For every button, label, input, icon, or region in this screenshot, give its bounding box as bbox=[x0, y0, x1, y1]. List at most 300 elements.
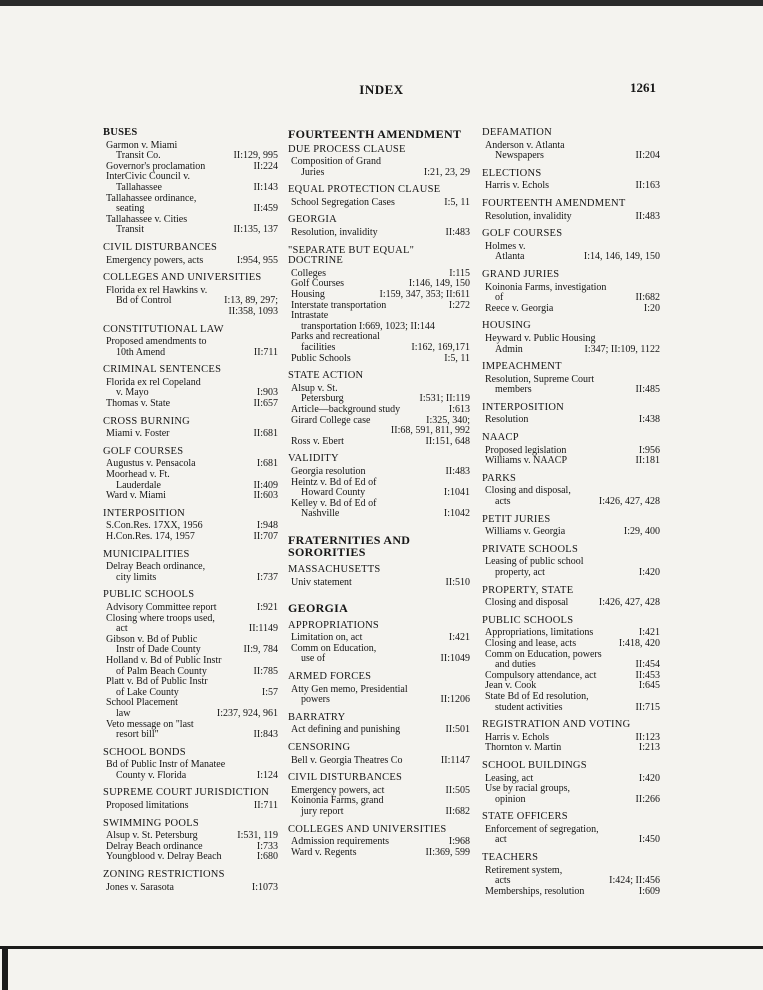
index-column-2 bbox=[288, 128, 470, 865]
index-entry bbox=[482, 527, 660, 538]
index-entry bbox=[482, 456, 660, 467]
subject-heading: APPROPRIATIONS bbox=[288, 619, 380, 631]
subject-heading: HOUSING bbox=[482, 320, 531, 332]
page-reference: II:454 bbox=[635, 659, 660, 671]
page-reference: I:438 bbox=[638, 414, 660, 426]
entry-text: Delray Beach ordinance, bbox=[106, 561, 206, 573]
index-section bbox=[482, 403, 660, 426]
subject-heading: DUE PROCESS CLAUSE bbox=[288, 143, 406, 155]
page-reference: II:483 bbox=[445, 227, 470, 239]
page-reference: II:711 bbox=[253, 800, 278, 812]
index-entry bbox=[482, 385, 660, 396]
subject-heading: BUSES bbox=[103, 127, 138, 138]
index-entry bbox=[482, 252, 660, 263]
entry-text: Koinonia Farms, investigation bbox=[485, 281, 607, 293]
page-reference: II:453 bbox=[635, 669, 660, 681]
entry-text: Resolution, Supreme Court bbox=[485, 373, 595, 385]
entry-text: law bbox=[116, 707, 131, 719]
page-reference: I:325, 340; bbox=[426, 414, 470, 426]
index-entry bbox=[482, 283, 660, 294]
subject-heading: SWIMMING POOLS bbox=[103, 817, 199, 829]
entry-text: Howard County bbox=[301, 487, 366, 499]
entry-text: powers bbox=[301, 694, 330, 706]
page-reference: II:9, 784 bbox=[243, 644, 278, 656]
page-reference: II:711 bbox=[253, 346, 278, 358]
index-section bbox=[482, 515, 660, 538]
entry-text: Harris v. Echols bbox=[485, 180, 550, 192]
entry-text: jury report bbox=[301, 805, 344, 817]
page-reference: II:123 bbox=[635, 731, 660, 743]
subject-heading: GEORGIA bbox=[288, 214, 337, 226]
entry-text: Jean v. Cook bbox=[485, 680, 537, 692]
index-section bbox=[288, 743, 470, 766]
index-entry bbox=[288, 437, 470, 448]
entry-text: Holland v. Bd of Public Instr bbox=[106, 654, 222, 666]
main-heading: FRATERNITIES AND SORORITIES bbox=[288, 532, 411, 560]
page-reference: II:143 bbox=[253, 181, 278, 193]
entry-text: Reece v. Georgia bbox=[485, 302, 554, 314]
index-entry bbox=[103, 256, 278, 267]
entry-text: Housing bbox=[291, 289, 325, 301]
page-reference: I:609 bbox=[638, 885, 660, 897]
page-reference: II:843 bbox=[253, 729, 278, 741]
page-reference: I:1073 bbox=[251, 881, 278, 893]
entry-text: and duties bbox=[495, 659, 536, 671]
entry-text: Intrastate bbox=[291, 310, 329, 322]
index-section bbox=[288, 621, 470, 665]
subject-heading: PUBLIC SCHOOLS bbox=[482, 614, 574, 626]
entry-text: 10th Amend bbox=[116, 346, 166, 358]
entry-text: Proposed limitations bbox=[106, 800, 189, 812]
index-entry bbox=[103, 573, 278, 584]
page-reference: II:135, 137 bbox=[233, 224, 278, 236]
entry-text: Lauderdale bbox=[116, 479, 161, 491]
entry-text: Tallahassee bbox=[116, 181, 162, 193]
subject-heading: ELECTIONS bbox=[482, 167, 542, 179]
index-section bbox=[288, 185, 470, 208]
subject-heading: STATE OFFICERS bbox=[482, 811, 568, 823]
page-reference: II:501 bbox=[445, 724, 470, 736]
index-entry bbox=[288, 168, 470, 179]
page-reference: II:181 bbox=[635, 455, 660, 467]
page-reference: II:204 bbox=[635, 150, 660, 162]
entry-text: Article—background study bbox=[291, 403, 401, 415]
index-section bbox=[482, 616, 660, 713]
entry-text: Ward v. Regents bbox=[291, 846, 357, 858]
page-reference: II:129, 995 bbox=[233, 150, 278, 162]
subject-heading: CRIMINAL SENTENCES bbox=[103, 364, 222, 376]
entry-text: Use by racial groups, bbox=[485, 783, 570, 795]
entry-text: facilities bbox=[301, 342, 336, 353]
entry-text: Resolution bbox=[485, 414, 529, 426]
index-entry bbox=[103, 730, 278, 741]
index-entry bbox=[103, 348, 278, 359]
index-section bbox=[288, 145, 470, 179]
subject-heading: "SEPARATE BUT EQUAL" DOCTRINE bbox=[288, 244, 415, 267]
page-reference: II:682 bbox=[445, 805, 470, 817]
page-reference: I:426, 427, 428 bbox=[598, 597, 660, 609]
page-reference: II:657 bbox=[253, 398, 278, 410]
page-reference: I:956 bbox=[638, 444, 660, 456]
entry-text: members bbox=[495, 384, 532, 396]
index-entry bbox=[482, 181, 660, 192]
index-entry bbox=[482, 415, 660, 426]
page-reference: II:1049 bbox=[440, 653, 470, 665]
entry-text: Instr of Dade County bbox=[116, 644, 201, 656]
entry-text: resort bill" bbox=[116, 729, 159, 741]
entry-text: city limits bbox=[116, 571, 157, 583]
page-reference: II:483 bbox=[635, 210, 660, 222]
index-entry bbox=[288, 578, 470, 589]
page-reference: II:163 bbox=[635, 180, 660, 192]
entry-text: opinion bbox=[495, 793, 526, 805]
entry-text: Platt v. Bd of Public Instr bbox=[106, 676, 208, 688]
page-reference: II:510 bbox=[445, 576, 470, 588]
subject-heading: DEFAMATION bbox=[482, 127, 552, 138]
index-entry bbox=[288, 695, 470, 706]
index-section bbox=[482, 128, 660, 162]
subject-heading: STATE ACTION bbox=[288, 370, 364, 382]
page-reference: II:1206 bbox=[440, 694, 470, 706]
index-section bbox=[288, 672, 470, 706]
entry-text: student activities bbox=[495, 701, 563, 713]
entry-text: Tallahassee ordinance, bbox=[106, 192, 197, 204]
index-entry bbox=[103, 399, 278, 410]
index-entry bbox=[482, 795, 660, 806]
index-section bbox=[482, 761, 660, 805]
subject-heading: PARKS bbox=[482, 472, 517, 484]
page-number: 1261 bbox=[630, 80, 656, 95]
page-reference: I:347; II:109, 1122 bbox=[584, 343, 660, 355]
index-section bbox=[103, 417, 278, 440]
page-reference: II:681 bbox=[253, 428, 278, 440]
entry-text: Proposed legislation bbox=[485, 444, 567, 456]
subject-heading: BARRATRY bbox=[288, 711, 346, 723]
index-entry bbox=[103, 656, 278, 667]
page-reference: I:13, 89, 297; bbox=[224, 295, 278, 307]
page-reference: I:645 bbox=[638, 680, 660, 692]
index-section bbox=[482, 270, 660, 314]
entry-text: Holmes v. bbox=[485, 240, 526, 252]
page-reference: I:450 bbox=[638, 834, 660, 846]
index-entry bbox=[103, 429, 278, 440]
index-section bbox=[288, 454, 470, 520]
page-reference: I:1041 bbox=[443, 487, 470, 499]
entry-text: Public Schools bbox=[291, 352, 351, 364]
page-reference: I:29, 400 bbox=[623, 526, 660, 538]
index-section bbox=[482, 362, 660, 396]
index-entry bbox=[103, 852, 278, 863]
subject-heading: TEACHERS bbox=[482, 852, 539, 864]
entry-text: Augustus v. Pensacola bbox=[106, 458, 196, 470]
page-reference: II:151, 648 bbox=[425, 435, 470, 447]
scan-top-edge bbox=[0, 0, 763, 6]
page-reference: I:420 bbox=[638, 772, 660, 784]
entry-text: Univ statement bbox=[291, 576, 352, 588]
page-reference: I:421 bbox=[638, 627, 660, 639]
page-reference: I:1042 bbox=[443, 508, 470, 520]
page-reference: I:124 bbox=[256, 769, 278, 781]
entry-text: Governor's proclamation bbox=[106, 160, 206, 172]
index-entry bbox=[288, 848, 470, 859]
subject-heading: COLLEGES AND UNIVERSITIES bbox=[103, 272, 262, 284]
entry-text: Closing and disposal bbox=[485, 597, 569, 609]
index-entry bbox=[482, 703, 660, 714]
page-reference: I:146, 149, 150 bbox=[408, 278, 470, 290]
entry-text: County v. Florida bbox=[116, 769, 187, 781]
index-section bbox=[482, 586, 660, 609]
subject-heading: GOLF COURSES bbox=[482, 228, 563, 240]
index-section bbox=[103, 870, 278, 893]
entry-text: Admission requirements bbox=[291, 836, 390, 848]
entry-text: transportation I:669, 1023; II:144 bbox=[301, 320, 435, 332]
subject-heading: ZONING RESTRICTIONS bbox=[103, 869, 225, 881]
page-reference: I:613 bbox=[448, 403, 470, 415]
index-section bbox=[288, 215, 470, 238]
entry-text: Georgia resolution bbox=[291, 465, 366, 477]
subject-heading: VALIDITY bbox=[288, 453, 339, 465]
page-reference: I:418, 420 bbox=[618, 637, 660, 649]
main-heading: GEORGIA bbox=[288, 601, 349, 616]
main-heading: FOURTEENTH AMENDMENT bbox=[288, 127, 462, 141]
subject-heading: MASSACHUSETTS bbox=[288, 563, 381, 575]
entry-text: Ward v. Miami bbox=[106, 490, 166, 502]
subject-heading: CIVIL DISTURBANCES bbox=[103, 241, 218, 253]
index-column-3 bbox=[482, 128, 660, 904]
entry-text: Colleges bbox=[291, 267, 326, 279]
entry-text: Gibson v. Bd of Public bbox=[106, 633, 198, 645]
index-section bbox=[103, 590, 278, 740]
index-section bbox=[288, 246, 470, 365]
index-section bbox=[482, 169, 660, 192]
page-reference: I:426, 427, 428 bbox=[598, 496, 660, 508]
entry-text: acts bbox=[495, 496, 511, 508]
index-entry bbox=[482, 497, 660, 508]
entry-text: Comm on Education, bbox=[291, 642, 377, 654]
entry-text: Ross v. Ebert bbox=[291, 435, 344, 447]
index-section bbox=[288, 825, 470, 859]
index-section bbox=[103, 447, 278, 502]
page-reference: I:421 bbox=[448, 632, 470, 644]
entry-text: Newspapers bbox=[495, 150, 544, 162]
page-title: INDEX bbox=[359, 82, 404, 97]
entry-text: Closing and lease, acts bbox=[485, 637, 577, 649]
page-reference: I:57 bbox=[261, 686, 278, 698]
entry-text: Heintz v. Bd of Ed of bbox=[291, 476, 377, 488]
page-reference: I:21, 23, 29 bbox=[423, 166, 470, 178]
entry-text: H.Con.Res. 174, 1957 bbox=[106, 531, 195, 542]
index-entry bbox=[482, 825, 660, 836]
entry-text: Bd of Public Instr of Manatee bbox=[106, 759, 226, 771]
index-section bbox=[482, 474, 660, 508]
index-entry bbox=[103, 225, 278, 236]
entry-text: Heyward v. Public Housing bbox=[485, 332, 596, 344]
index-section bbox=[103, 550, 278, 584]
index-section bbox=[103, 128, 278, 236]
index-section bbox=[288, 371, 470, 447]
index-section bbox=[103, 788, 278, 811]
index-entry bbox=[482, 835, 660, 846]
entry-text: seating bbox=[116, 203, 145, 215]
entry-text: Bd of Control bbox=[116, 295, 172, 307]
entry-text: InterCivic Council v. bbox=[106, 171, 191, 183]
index-entry bbox=[103, 801, 278, 812]
index-entry bbox=[482, 692, 660, 703]
entry-text: Garmon v. Miami bbox=[106, 139, 178, 151]
index-section bbox=[288, 713, 470, 736]
subject-heading: INTERPOSITION bbox=[103, 507, 185, 519]
entry-text: Leasing, act bbox=[485, 772, 534, 784]
index-entry bbox=[482, 887, 660, 898]
index-entry bbox=[482, 345, 660, 356]
entry-text: of bbox=[495, 292, 504, 304]
subject-heading: SCHOOL BONDS bbox=[103, 746, 186, 758]
entry-text: of Palm Beach County bbox=[116, 665, 207, 677]
index-entry bbox=[103, 532, 278, 543]
entry-text: Williams v. Georgia bbox=[485, 526, 566, 538]
subject-heading: INTERPOSITION bbox=[482, 401, 564, 413]
entry-text: acts bbox=[495, 875, 511, 887]
entry-text: Atty Gen memo, Presidential bbox=[291, 683, 408, 695]
entry-text: act bbox=[116, 623, 128, 635]
index-section bbox=[482, 545, 660, 579]
page-reference: I:420 bbox=[638, 567, 660, 578]
entry-text: Williams v. NAACP bbox=[485, 455, 568, 467]
index-entry bbox=[288, 228, 470, 239]
entry-text: Nashville bbox=[301, 508, 340, 520]
page-reference: II:785 bbox=[253, 665, 278, 677]
page-reference: II:1147 bbox=[440, 754, 470, 766]
entry-text: Juries bbox=[301, 166, 325, 178]
index-entry bbox=[103, 771, 278, 782]
page-reference: II:409 bbox=[253, 479, 278, 491]
subject-heading: SCHOOL BUILDINGS bbox=[482, 759, 587, 771]
entry-text: use of bbox=[301, 653, 326, 665]
index-section bbox=[103, 243, 278, 266]
index-section bbox=[103, 509, 278, 543]
subject-heading: PRIVATE SCHOOLS bbox=[482, 543, 579, 555]
page-reference: II:603 bbox=[253, 490, 278, 502]
page-reference: I:968 bbox=[448, 836, 470, 848]
index-entry bbox=[103, 307, 278, 318]
entry-text: Limitation on, act bbox=[291, 632, 363, 644]
index-section bbox=[482, 199, 660, 222]
entry-text: Resolution, invalidity bbox=[485, 210, 572, 222]
entry-text: Girard College case bbox=[291, 414, 371, 426]
page-reference: I:948 bbox=[256, 520, 278, 532]
entry-text: Jones v. Sarasota bbox=[106, 881, 174, 893]
subject-heading: PROPERTY, STATE bbox=[482, 584, 574, 596]
page-reference: II:358, 1093 bbox=[228, 305, 278, 317]
subject-heading: MUNICIPALITIES bbox=[103, 548, 190, 560]
entry-text: property, act bbox=[495, 567, 545, 578]
entry-text: Comm on Education, powers bbox=[485, 648, 602, 660]
subject-heading: GRAND JURIES bbox=[482, 268, 560, 280]
entry-text: Golf Courses bbox=[291, 278, 345, 290]
page-reference: I:20 bbox=[643, 302, 660, 314]
index-section bbox=[482, 853, 660, 897]
entry-text: v. Mayo bbox=[116, 387, 149, 399]
index-section bbox=[288, 773, 470, 817]
entry-text: Florida ex rel Copeland bbox=[106, 376, 201, 388]
index-section bbox=[482, 433, 660, 467]
index-section bbox=[482, 229, 660, 263]
subject-heading: SUPREME COURT JURISDICTION bbox=[103, 787, 270, 799]
entry-text: Kelley v. Bd of Ed of bbox=[291, 497, 377, 509]
page-reference: II:485 bbox=[635, 384, 660, 396]
subject-heading: CIVIL DISTURBANCES bbox=[288, 772, 403, 784]
page-reference: I:737 bbox=[256, 571, 278, 583]
page-reference: I:903 bbox=[256, 387, 278, 399]
subject-heading: CONSTITUTIONAL LAW bbox=[103, 323, 224, 335]
page-reference: I:531, 119 bbox=[237, 830, 278, 842]
entry-text: Miami v. Foster bbox=[106, 428, 170, 440]
page-reference: II:1149 bbox=[248, 623, 278, 635]
page-reference: I:531; II:119 bbox=[419, 393, 470, 405]
page-reference: I:681 bbox=[256, 458, 278, 470]
page-reference: II:68, 591, 811, 992 bbox=[390, 425, 470, 437]
page-reference: II:459 bbox=[253, 203, 278, 215]
entry-text: Koinonia Farms, grand bbox=[291, 795, 384, 807]
entry-text: Transit Co. bbox=[116, 150, 161, 162]
index-entry bbox=[482, 151, 660, 162]
entry-text: S.Con.Res. 17XX, 1956 bbox=[106, 520, 203, 532]
index-section bbox=[103, 365, 278, 409]
page-reference: I:213 bbox=[638, 742, 660, 754]
entry-text: Thomas v. State bbox=[106, 398, 171, 410]
page-reference: I:954, 955 bbox=[236, 254, 278, 266]
entry-text: Alsup v. St. Petersburg bbox=[106, 830, 198, 842]
page-reference: II:224 bbox=[253, 160, 278, 172]
page-reference: I:14, 146, 149, 150 bbox=[583, 251, 660, 263]
subject-heading: ARMED FORCES bbox=[288, 670, 372, 682]
subject-heading: IMPEACHMENT bbox=[482, 361, 562, 373]
entry-text: State Bd of Ed resolution, bbox=[485, 690, 589, 702]
page-reference: II:707 bbox=[253, 531, 278, 542]
subject-heading: GOLF COURSES bbox=[103, 445, 184, 457]
entry-text: Thornton v. Martin bbox=[485, 742, 562, 754]
subject-heading: EQUAL PROTECTION CLAUSE bbox=[288, 184, 441, 196]
page-reference: I:921 bbox=[256, 601, 278, 613]
entry-text: Act defining and punishing bbox=[291, 724, 401, 736]
index-section bbox=[288, 565, 470, 588]
page-reference: II:715 bbox=[635, 701, 660, 713]
entry-text: Emergency powers, act bbox=[291, 784, 385, 796]
entry-text: Proposed amendments to bbox=[106, 336, 207, 348]
entry-text: Emergency powers, acts bbox=[106, 254, 204, 266]
entry-text: Compulsory attendance, act bbox=[485, 669, 597, 681]
page-reference: II:682 bbox=[635, 292, 660, 304]
index-section bbox=[103, 748, 278, 782]
entry-text: Admin bbox=[495, 343, 523, 355]
entry-text: Closing where troops used, bbox=[106, 612, 215, 624]
entry-text: Bell v. Georgia Theatres Co bbox=[291, 754, 403, 766]
index-entry bbox=[482, 598, 660, 609]
subject-heading: CENSORING bbox=[288, 741, 351, 753]
page-reference: I:237, 924, 961 bbox=[216, 707, 278, 719]
page-reference: I:272 bbox=[448, 299, 470, 311]
entry-text: Interstate transportation bbox=[291, 299, 387, 311]
index-entry bbox=[103, 883, 278, 894]
index-section bbox=[103, 325, 278, 359]
subject-heading: NAACP bbox=[482, 432, 519, 444]
entry-text: of Lake County bbox=[116, 686, 179, 698]
index-column-1 bbox=[103, 128, 278, 900]
index-entry bbox=[482, 304, 660, 315]
index-entry bbox=[288, 509, 470, 520]
entry-text: Resolution, invalidity bbox=[291, 227, 378, 239]
page-reference: I:162, 169,171 bbox=[411, 342, 470, 353]
